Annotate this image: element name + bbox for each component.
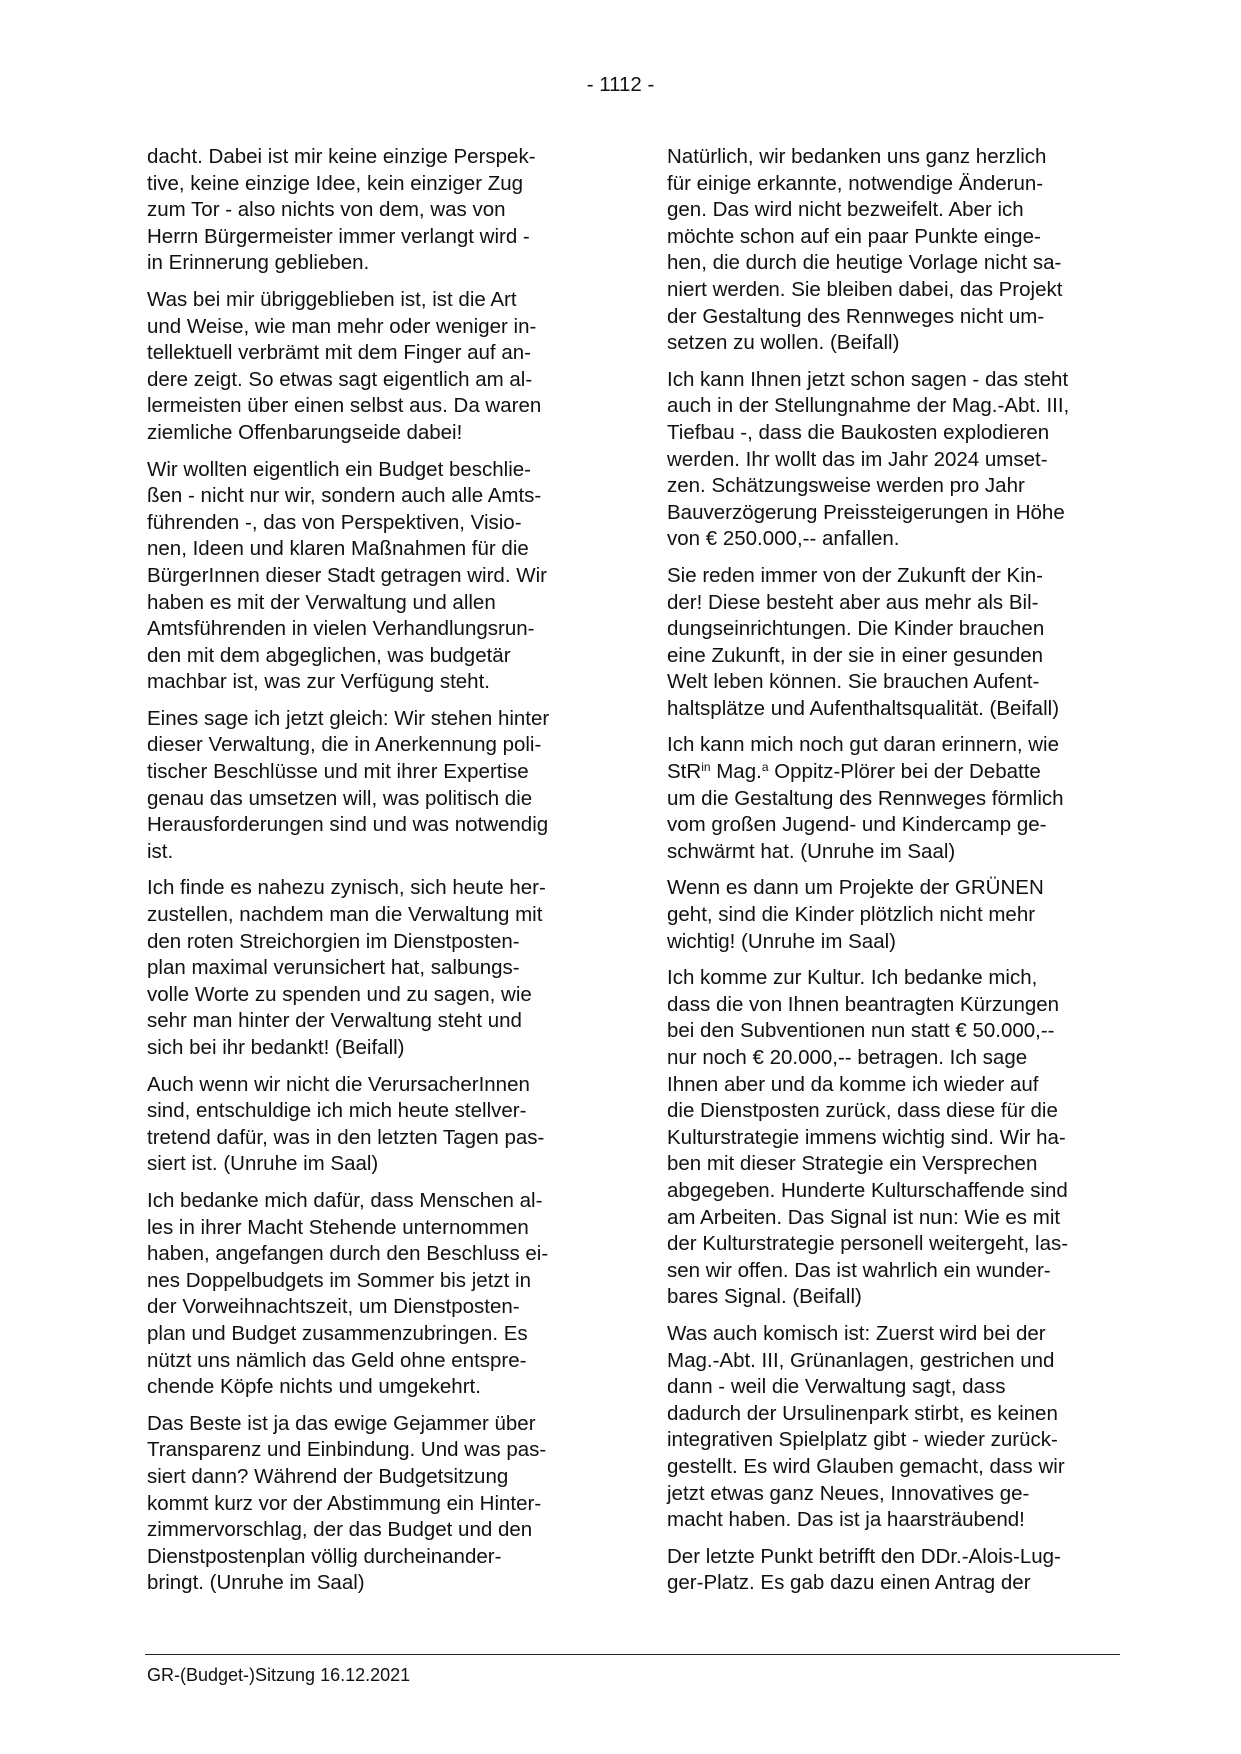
page-number: - 1112 - [586,73,655,96]
footer-session-label: GR-(Budget-)Sitzung 16.12.2021 [147,1665,411,1685]
paragraph: Natürlich, wir bedanken uns ganz herzlich für einige erkannte, notwendige Änderun- gen. Das wird nicht bezweifelt. Aber ich möchte schon auf ein paar Punkte einge- hen, die durch die heutige Vorlage nicht sa- niert werden. Sie bleiben dabei, das Projekt der Gestaltung des Rennweges nicht um- setzen zu wollen. (Beifall) [667,145,1063,355]
paragraph: dacht. Dabei ist mir keine einzige Perspek- tive, keine einzige Idee, kein einziger Zug zum Tor - also nichts von dem, was von Herrn Bürgermeister immer verlangt wird - in Erinnerung geblieben. [147,145,536,275]
right-column [667,144,1127,1607]
paragraph: Wir wollten eigentlich ein Budget beschlie- ßen - nicht nur wir, sondern auch alle Amts- führenden -, das von Perspektiven, Visio- nen, Ideen und klaren Maßnahmen für die BürgerInnen dieser Stadt getragen wird. Wir haben es mit der Verwaltung und allen Amtsführenden in vielen Verhandlungsrun- den mit dem abgeglichen, was budgetär machbar ist, was zur Verfügung steht. [147,457,547,694]
paragraph: Ich bedanke mich dafür, dass Menschen al- les in ihrer Macht Stehende unternommen haben, angefangen durch den Beschluss ei- nes Doppelbudgets im Sommer bis jetzt in der Vorweihnachtszeit, um Dienstposten- plan und Budget zusammenzubringen. Es nützt uns nämlich das Geld ohne entspre- chende Köpfe nichts und umgekehrt. [147,1188,549,1399]
paragraph: Der letzte Punkt betrifft den DDr.-Alois-Lug- ger-Platz. Es gab dazu einen Antrag der [667,1544,1061,1595]
paragraph: Ich kann Ihnen jetzt schon sagen - das steht auch in der Stellungnahme der Mag.-Abt. III, Tiefbau -, dass die Baukosten explodieren werden. Ihr wollt das im Jahr 2024 umset- zen. Schätzungsweise werden pro Jahr Bauverzögerung Preissteigerungen in Höhe von € 250.000,-- anfallen. [667,367,1070,551]
paragraph: Was bei mir übriggeblieben ist, ist die Art und Weise, wie man mehr oder weniger in- tellektuell verbrämt mit dem Finger auf an- dere zeigt. So etwas sagt eigentlich am al- lermeisten über einen selbst aus. Da waren ziemliche Offenbarungseide dabei! [147,287,542,444]
paragraph: Auch wenn wir nicht die VerursacherInnen sind, entschuldige ich mich heute stellver- tretend dafür, was in den letzten Tagen pas- siert ist. (Unruhe im Saal) [147,1072,545,1176]
paragraph: Was auch komisch ist: Zuerst wird bei der Mag.-Abt. III, Grünanlagen, gestrichen und dann - weil die Verwaltung sagt, dass dadurch der Ursulinenpark stirbt, es keinen integrativen Spielplatz gibt - wieder zurück- gestellt. Es wird Glauben gemacht, dass wir jetzt etwas ganz Neues, Innovatives ge- macht haben. Das ist ja haarsträubend! [667,1321,1065,1532]
left-column [147,144,607,1607]
paragraph: Ich komme zur Kultur. Ich bedanke mich, dass die von Ihnen beantragten Kürzungen bei den Subventionen nun statt € 50.000,-- nur noch € 20.000,-- betragen. Ich sage Ihnen aber und da komme ich wieder auf die Dienstposten zurück, dass diese für die Kulturstrategie immens wichtig sind. Wir ha- ben mit dieser Strategie ein Versprechen abgegeben. Hunderte Kulturschaffende sind am Arbeiten. Das Signal ist nun: Wie es mit der Kulturstrategie personell weitergeht, las- sen wir offen. Das ist wahrlich ein wunder- bares Signal. (Beifall) [667,966,1069,1309]
paragraph: Sie reden immer von der Zukunft der Kin- der! Diese besteht aber aus mehr als Bil- dungseinrichtungen. Die Kinder brauchen eine Zukunft, in der sie in einer gesunden Welt leben können. Sie brauchen Aufent- haltsplätze und Aufenthaltsqualität. (Beifall) [667,563,1060,720]
paragraph: Das Beste ist ja das ewige Gejammer über Transparenz und Einbindung. Und was pas- siert dann? Während der Budgetsitzung kommt kurz vor der Abstimmung ein Hinter- zimmervorschlag, der das Budget und den Dienstpostenplan völlig durcheinander- bringt. (Unruhe im Saal) [147,1411,547,1595]
paragraph: Ich kann mich noch gut daran erinnern, wie StR$^{in}$ Mag.$^a$ Oppitz-Plörer bei der Debatte um die Gestaltung des Rennweges förmlich vom großen Jugend- und Kindercamp ge- schwärmt hat. (Unruhe im Saal) [667,733,1064,863]
paragraph: Ich finde es nahezu zynisch, sich heute her- zustellen, nachdem man die Verwaltung mit den roten Streichorgien im Dienstposten- plan maximal verunsichert hat, salbungs- volle Worte zu spenden und zu sagen, wie sehr man hinter der Verwaltung steht und sich bei ihr bedankt! (Beifall) [147,876,546,1059]
paragraph: Wenn es dann um Projekte der GRÜNEN geht, sind die Kinder plötzlich nicht mehr wichtig! (Unruhe im Saal) [667,876,1044,953]
footer-divider [145,1654,1120,1655]
paragraph: Eines sage ich jetzt gleich: Wir stehen hinter dieser Verwaltung, die in Anerkennung poli- tischer Beschlüsse und mit ihrer Expertise genau das umsetzen will, was politisch die Herausforderungen sind und was notwendig ist. [147,706,550,863]
